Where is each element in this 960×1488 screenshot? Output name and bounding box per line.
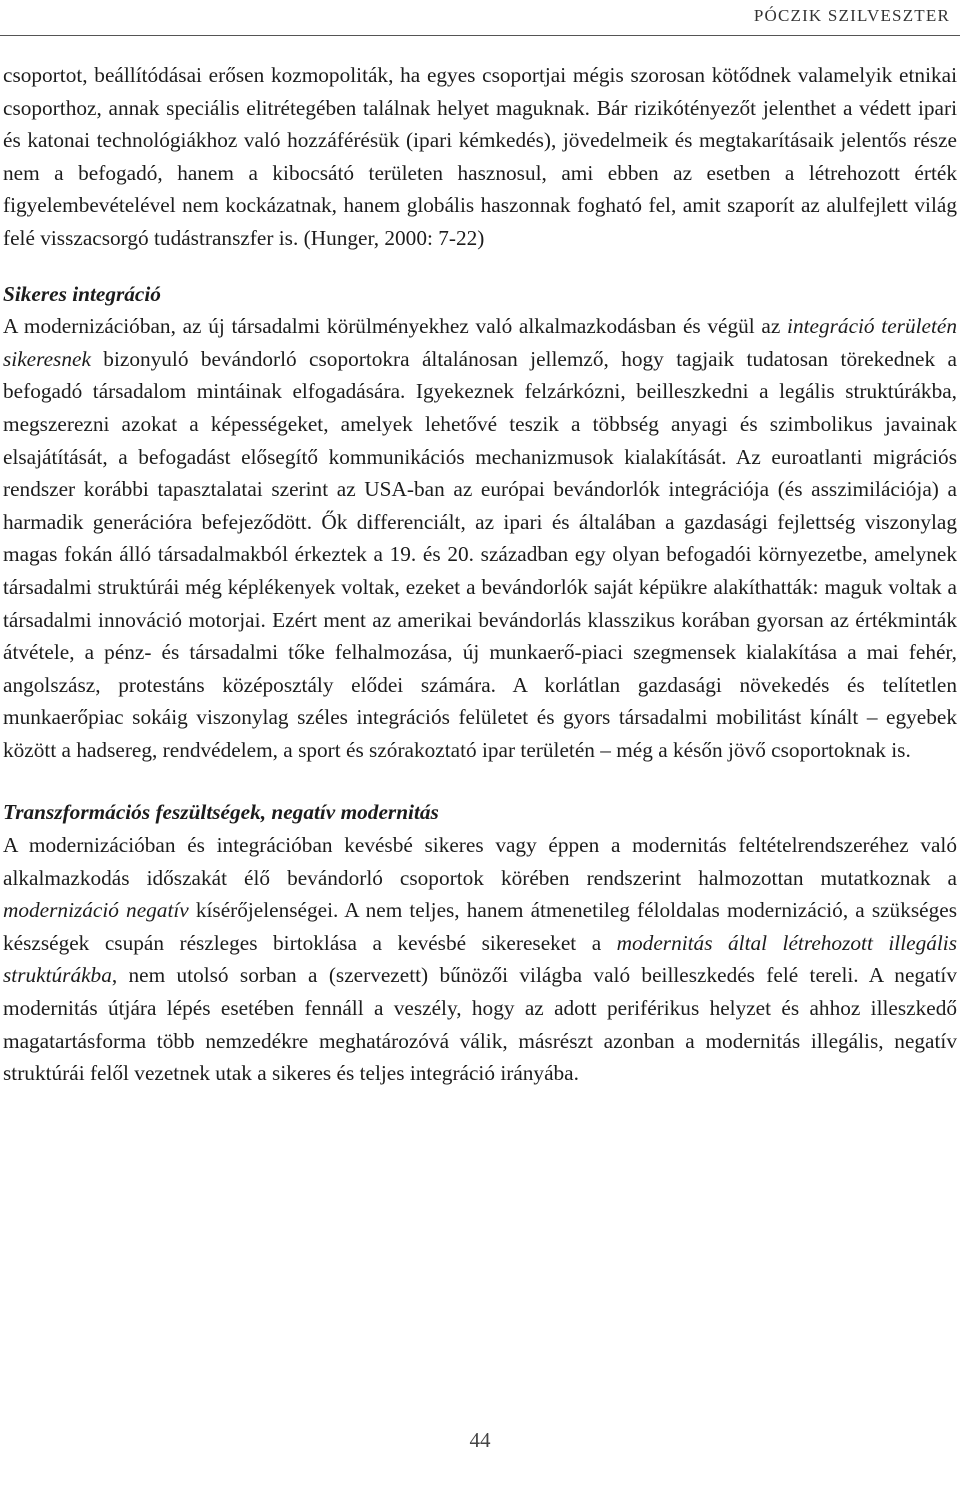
text-run: A modernizációban, az új társadalmi körülményekhez való alkalmazkodásban és végül az [3,314,788,339]
section-heading-transzformacios: Transzformációs feszültségek, negatív modernitás [3,800,439,825]
paragraph-sikeres-integracio [3,310,957,766]
paragraph-transzformacios [3,829,957,1090]
emphasis-text: modernitás által létrehozott illegális struktúrákba [3,930,957,988]
text-run: kísérőjelenségei. A nem teljes, hanem átmenetileg féloldalas modernizáció, a szükséges készségek csupán részleges birtoklása a kevésbé sikereseket a [3,898,957,955]
text-run: , nem utolsó sorban a (szervezett) bűnözői világba való beilleszkedés felé tereli. A negatív modernitás útjára lépés esetében fennáll a veszély, hogy az adott periférikus helyzet és ahhoz illeszkedő magatartásforma több nemzedékre meghatározóvá válik, másrészt azonban a modernitás illegális, negatív struktúrái felől vezetnek utak a sikeres és teljes integráció irányába. [3,963,957,1086]
page-number: 44 [469,1428,491,1452]
emphasis-text: modernizáció negatív [3,898,189,923]
section-spacer [3,766,957,796]
emphasis-text: integráció területén sikeresnek [3,314,957,371]
running-header-author: PÓCZIK SZILVESZTER [753,6,950,25]
text-run: A modernizációban és integrációban kevésbé sikeres vagy éppen a modernitás feltételrendszeréhez való alkalmazkodás időszakát élő bevándorló csoportok körében rendszerint halmozottan mutatkoznak a [3,833,957,890]
section-spacer [3,255,957,278]
body-text [3,59,957,1090]
section-heading-sikeres-integracio: Sikeres integráció [3,281,161,306]
paragraph-intro: csoportot, beállítódásai erősen kozmopoliták, ha egyes csoportjai mégis szorosan kötődnek valamelyik etnikai csoporthoz, annak speciális elitrétegében találnak helyet maguknak. Bár rizikótényezőt jelenthet a védett ipari és katonai technológiákhoz való hozzáférésük (ipari kémkedés), jövedelmeik és megtakarításaik jelentős része nem a befogadó, hanem a kibocsátó területen hasznosul, ami ebben az esetben a létrehozott érték figyelembevételével nem kockázatnak, hanem globális haszonnak fogható fel, amit szaporít az alulfejlett világ felé visszacsorgó tudástranszfer is. (Hunger, 2000: 7-22) [3,63,957,250]
text-run: bizonyuló bevándorló csoportokra általánosan jellemző, hogy tagjaik tudatosan törekednek a befogadó társadalom mintáinak elfogadására. Igyekeznek felzárkózni, beilleszkedni a legális struktúrákba, megszerezni azokat a képességeket, amelyek lehetővé teszik a többség anyagi és szimbolikus javainak elsajátítását, a befogadást elősegítő kommunikációs mechanizmusok kialakítását. Az euroatlanti migrációs rendszer korábbi tapasztalatai szerint az USA-ban az európai bevándorlók integrációja (és asszimilációja) a harmadik generációra befejeződött. Ők differenciált, az ipari és általában a gazdasági fejlettség viszonylag magas fokán álló társadalmakból érkeztek a 19. és 20. században egy olyan befogadói környezetbe, amelynek társadalmi struktúrái még képlékenyek voltak, ezeket a bevándorlók saját képükre alakíthatták: maguk voltak a társadalmi innováció motorjai. Ezért ment az amerikai bevándorlás klasszikus korában gyorsan az értékminták átvétele, a pénz- és társadalmi tőke felhalmozása, új munkaerő-piaci szegmensek kialakítása a mai fehér, angolszász, protestáns középosztály elődei számára. A korlátlan gazdasági növekedés és telítetlen munkaerőpiac sokáig viszonylag széles integrációs felületet és gyors társadalmi mobilitást kínált – egyebek között a hadsereg, rendvédelem, a sport és szórakoztató ipar területén – még a későn jövő csoportoknak is. [3,346,957,762]
header-rule [0,35,960,36]
